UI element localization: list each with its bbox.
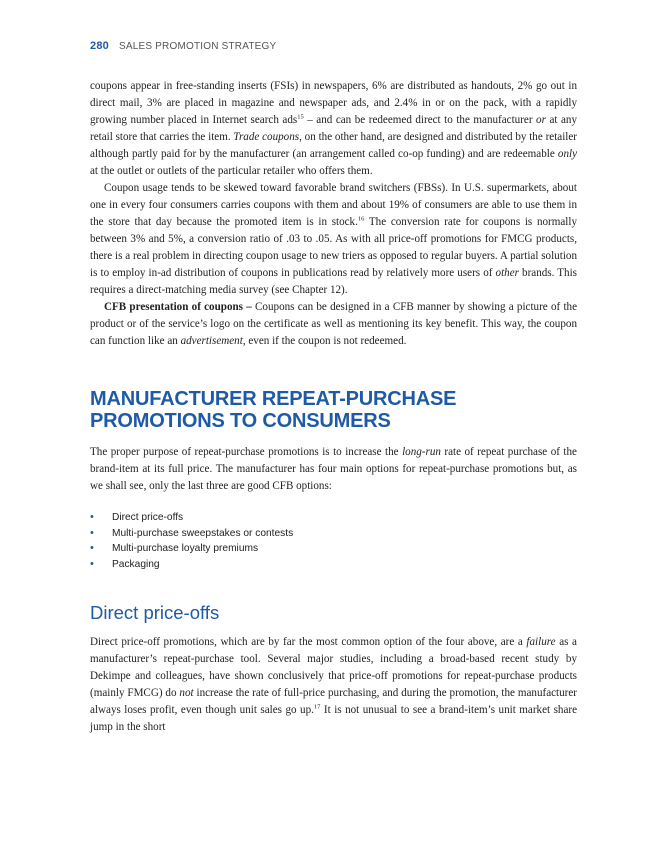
text-run: increase the rate of full-price purchasing, and during the promotion, the manufacturer always loses profit, even though unit sales go up. bbox=[90, 687, 577, 716]
body-text bbox=[90, 78, 577, 736]
footnote-ref: 16 bbox=[357, 215, 365, 223]
list-item: • Multi-purchase sweepstakes or contests bbox=[90, 526, 577, 542]
text-run: The proper purpose of repeat-purchase promotions is to increase the bbox=[90, 446, 403, 458]
subsection-heading: Direct price-offs bbox=[90, 602, 220, 623]
paragraph-coupon-usage bbox=[90, 180, 577, 299]
paragraph-cfb-presentation bbox=[90, 299, 577, 350]
text-run: as a manufacturer’s repeat-purchase tool. Several major studies, including a broad-based recent study by Dekimpe and colleagues, have shown conclusively that price-off promotions for repeat-purchase products (mainly FMCG) do bbox=[90, 636, 577, 699]
heading-line: MANUFACTURER REPEAT-PURCHASE bbox=[90, 388, 457, 410]
text-run: rate of repeat purchase of the brand-item at its full price. The manufacturer has four main options for repeat-purchase promotions but, as we shall see, only the last three are good CFB options: bbox=[90, 446, 577, 492]
emphasis: advertisement bbox=[180, 335, 243, 347]
text-run: Direct price-off promotions, which are by far the most common option of the four above, are a bbox=[90, 636, 527, 648]
paragraph-section-intro bbox=[90, 444, 577, 495]
run-in-heading: CFB presentation of coupons – bbox=[104, 301, 252, 313]
list-item: • Direct price-offs bbox=[90, 510, 577, 526]
text-run: at the outlet or outlets of the particular retailer who offers them. bbox=[90, 165, 373, 177]
page-number: 280 bbox=[90, 40, 109, 52]
options-list bbox=[90, 510, 577, 572]
emphasis: Trade coupons bbox=[233, 131, 300, 143]
emphasis: only bbox=[557, 148, 577, 160]
text-run: Coupons can be designed in a CFB manner by showing a picture of the product or of the service’s logo on the certificate as well as mentioning its key benefit. This way, the coupon can function like an bbox=[90, 301, 577, 347]
text-run: The conversion rate for coupons is normally between 3% and 5%, a conversion ratio of .03 to .05. As with all price-off promotions for FMCG products, there is a real problem in directing coupon usage to new triers as opposed to regular buyers. A partial solution is to employ in-ad distribution of coupons in publications read by relatively more users of bbox=[90, 216, 577, 279]
text-run: at any retail store that carries the item. bbox=[90, 114, 577, 143]
text-run: brands. This requires a direct-matching media survey (see Chapter 12). bbox=[90, 267, 577, 296]
heading-line: PROMOTIONS TO CONSUMERS bbox=[90, 410, 391, 432]
text-run: , even if the coupon is not redeemed. bbox=[242, 335, 407, 347]
emphasis: failure bbox=[526, 636, 556, 648]
list-item: • Multi-purchase loyalty premiums bbox=[90, 541, 577, 557]
footnote-ref: 15 bbox=[297, 113, 304, 121]
list-item: • Packaging bbox=[90, 557, 577, 573]
text-run: , on the other hand, are designed and distributed by the retailer although partly paid for by the manufacturer (an arrangement called co-op funding) and are redeemable bbox=[90, 131, 577, 160]
text-run: Coupon usage tends to be skewed toward favorable brand switchers (FBSs). In U.S. supermarkets, about one in every four consumers carries coupons with them and about 19% of consumers are able to use them in the store that day because the promoted item is in stock. bbox=[90, 182, 577, 228]
paragraph-direct-price-offs bbox=[90, 634, 577, 736]
text-run: It is not unusual to see a brand-item’s unit market share jump in the short bbox=[90, 704, 577, 733]
footnote-ref: 17 bbox=[313, 703, 321, 711]
section-heading bbox=[90, 388, 577, 432]
running-title: SALES PROMOTION STRATEGY bbox=[118, 41, 277, 52]
text-run: coupons appear in free-standing inserts (FSIs) in newspapers, 6% are distributed as handouts, 2% go out in direct mail, 3% are placed in magazine and newspaper ads, and 2.4% in or on the pack, with a rapidly growing number placed in Internet search ads bbox=[90, 80, 577, 126]
paragraph-coupon-distribution bbox=[90, 78, 577, 180]
emphasis: not bbox=[179, 687, 194, 699]
emphasis: long-run bbox=[402, 446, 441, 458]
running-head bbox=[90, 40, 276, 52]
text-run: – and can be redeemed direct to the manufacturer bbox=[303, 114, 537, 126]
emphasis: or bbox=[536, 114, 546, 126]
emphasis: other bbox=[495, 267, 519, 279]
